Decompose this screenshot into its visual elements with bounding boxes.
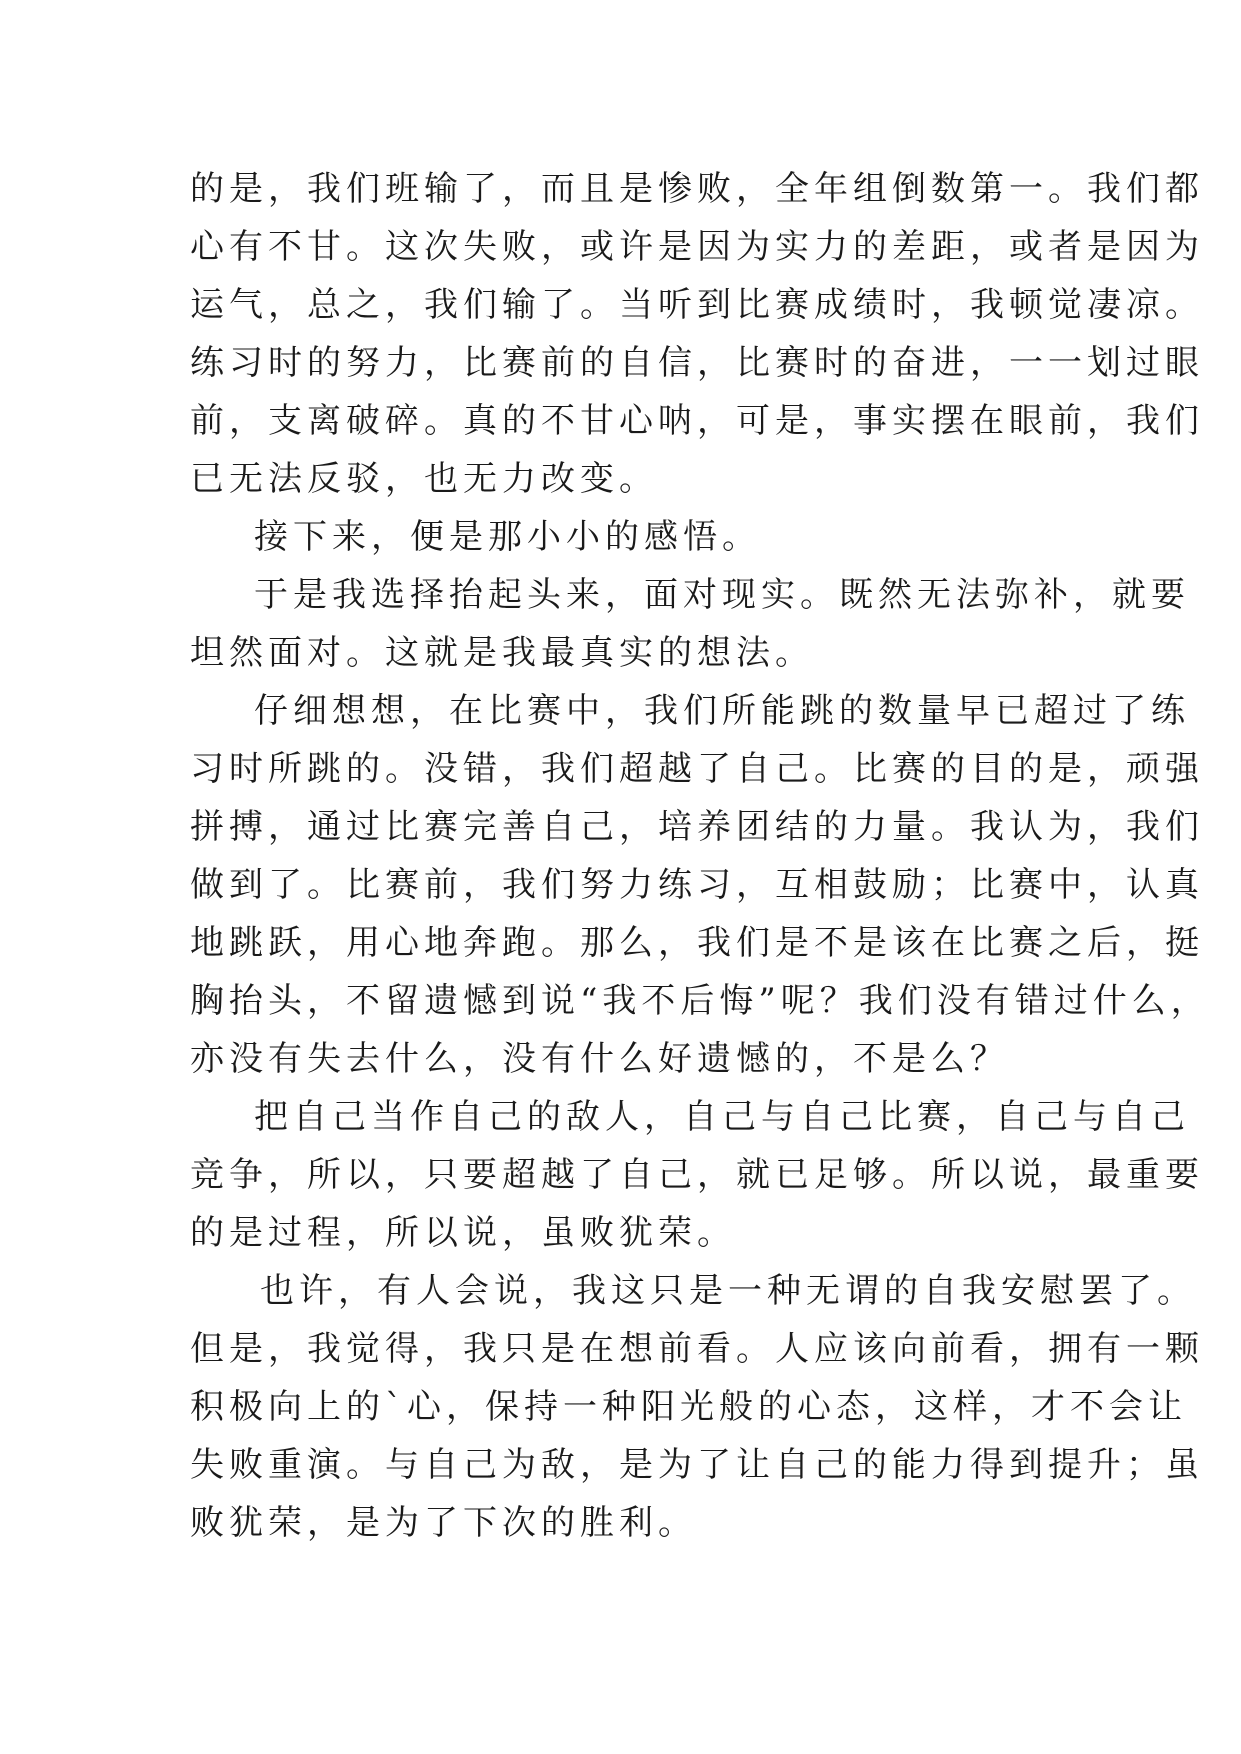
document-body: [190, 160, 1210, 1552]
paragraph-line: 积极向上的`心，保持一种阳光般的心态，这样，才不会让: [190, 1387, 1187, 1427]
paragraph-line: 也许，有人会说，我这只是一种无谓的自我安慰罢了。: [260, 1271, 1196, 1311]
paragraph-line: 坦然面对。这就是我最真实的想法。: [190, 633, 814, 673]
paragraph-line: 已无法反驳，也无力改变。: [190, 459, 658, 499]
paragraph-line: 竞争，所以，只要超越了自己，就已足够。所以说，最重要: [190, 1155, 1204, 1195]
paragraph-line: 拼搏，通过比赛完善自己，培养团结的力量。我认为，我们: [190, 807, 1204, 847]
paragraph-line: 亦没有失去什么，没有什么好遗憾的，不是么？: [190, 1039, 1009, 1079]
paragraph-line: 败犹荣，是为了下次的胜利。: [190, 1503, 697, 1543]
paragraph-line: 心有不甘。这次失败，或许是因为实力的差距，或者是因为: [190, 227, 1204, 267]
paragraph-line: 接下来，便是那小小的感悟。: [254, 517, 761, 557]
paragraph-line: 把自己当作自己的敌人，自己与自己比赛，自己与自己: [254, 1097, 1190, 1137]
paragraph-line: 失败重演。与自己为敌，是为了让自己的能力得到提升；虽: [190, 1445, 1204, 1485]
paragraph-line: 运气，总之，我们输了。当听到比赛成绩时，我顿觉凄凉。: [190, 285, 1204, 325]
paragraph-line: 于是我选择抬起头来，面对现实。既然无法弥补，就要: [254, 575, 1190, 615]
paragraph-line: 地跳跃，用心地奔跑。那么，我们是不是该在比赛之后，挺: [190, 923, 1204, 963]
paragraph-line: 练习时的努力，比赛前的自信，比赛时的奋进，一一划过眼: [190, 343, 1204, 383]
paragraph-line: 胸抬头，不留遗憾到说“我不后悔”呢？我们没有错过什么，: [190, 981, 1210, 1021]
paragraph-line: 做到了。比赛前，我们努力练习，互相鼓励；比赛中，认真: [190, 865, 1204, 905]
paragraph-line: 仔细想想，在比赛中，我们所能跳的数量早已超过了练: [254, 691, 1190, 731]
paragraph-line: 习时所跳的。没错，我们超越了自己。比赛的目的是，顽强: [190, 749, 1204, 789]
paragraph-line: 但是，我觉得，我只是在想前看。人应该向前看，拥有一颗: [190, 1329, 1204, 1369]
paragraph-line: 的是，我们班输了，而且是惨败，全年组倒数第一。我们都: [190, 169, 1204, 209]
paragraph-line: 的是过程，所以说，虽败犹荣。: [190, 1213, 736, 1253]
paragraph-line: 前，支离破碎。真的不甘心呐，可是，事实摆在眼前，我们: [190, 401, 1204, 441]
